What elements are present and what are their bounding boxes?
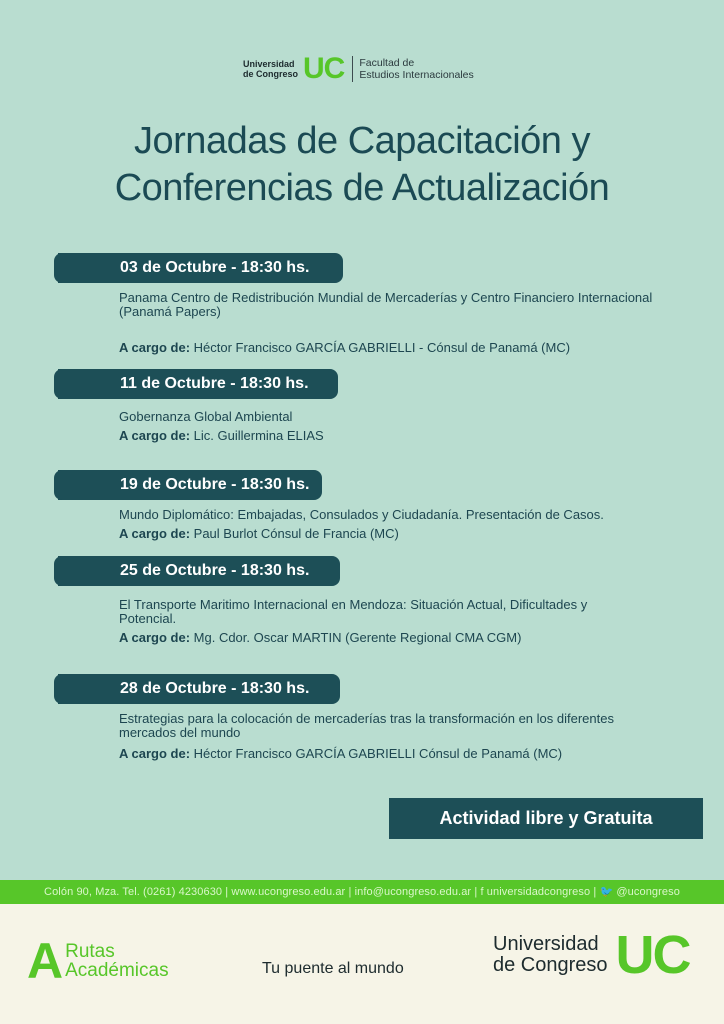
- speaker-name: Héctor Francisco GARCÍA GABRIELLI - Cónsul de Panamá (MC): [193, 340, 571, 355]
- event-topic: Panama Centro de Redistribución Mundial de Mercaderías y Centro Financiero Internacional (Panamá Papers): [119, 290, 653, 319]
- speaker-label: A cargo de:: [119, 526, 191, 541]
- footer-university-logo: [493, 925, 690, 985]
- speaker-name: Lic. Guillermina ELIAS: [193, 428, 324, 443]
- event-topic: Estrategias para la colocación de mercaderías tras la transformación en los diferentes mercados del mundo: [119, 711, 614, 740]
- speaker-name: Paul Burlot Cónsul de Francia (MC): [193, 526, 399, 541]
- header-university-name: [243, 59, 298, 79]
- speaker-label: A cargo de:: [119, 746, 191, 761]
- header-logo: [243, 54, 474, 84]
- footer-uc-mark: UC: [615, 925, 690, 985]
- activity-banner: Actividad libre y Gratuita: [389, 798, 703, 839]
- event-date: 11 de Octubre - 18:30 hs.: [58, 369, 338, 399]
- event-date: 19 de Octubre - 18:30 hs.: [58, 470, 322, 500]
- header-uc-mark: UC: [303, 52, 345, 85]
- event-topic: Gobernanza Global Ambiental: [119, 409, 293, 424]
- event-topic: El Transporte Maritimo Internacional en Mendoza: Situación Actual, Dificultades y Potencial.: [119, 597, 588, 626]
- title-line2: Conferencias de Actualización: [114, 167, 610, 209]
- speaker-name: Héctor Francisco GARCÍA GABRIELLI Cónsul de Panamá (MC): [193, 746, 563, 761]
- event-date: 03 de Octubre - 18:30 hs.: [58, 253, 343, 283]
- footer-university-line2: de Congreso: [493, 954, 608, 976]
- header-faculty: [359, 57, 473, 81]
- footer-university-line1: Universidad: [493, 933, 599, 955]
- speaker-label: A cargo de:: [119, 340, 191, 355]
- rutas-text: [65, 942, 169, 980]
- rutas-academicas-logo: [27, 933, 169, 989]
- rutas-line1: Rutas: [65, 941, 115, 962]
- header-university-line2: de Congreso: [243, 69, 299, 79]
- event-speaker-line: [119, 340, 570, 355]
- footer-university-name: [493, 934, 608, 976]
- event-topic: Mundo Diplomático: Embajadas, Consulados y Ciudadanía. Presentación de Casos.: [119, 507, 604, 522]
- event-date: 25 de Octubre - 18:30 hs.: [58, 556, 340, 586]
- rutas-line2: Académicas: [65, 960, 169, 981]
- event-speaker-line: [119, 526, 399, 541]
- speaker-label: A cargo de:: [119, 630, 191, 645]
- header-faculty-line1: Facultad de: [359, 57, 415, 69]
- event-speaker-line: [119, 428, 324, 443]
- event-speaker-line: [119, 746, 562, 761]
- contact-bar: Colón 90, Mza. Tel. (0261) 4230630 | www.ucongreso.edu.ar | info@ucongreso.edu.ar | f universidadcongreso | 🐦 @ucongreso: [0, 880, 724, 904]
- page-title: [0, 118, 724, 212]
- header-faculty-line2: Estudios Internacionales: [359, 69, 474, 81]
- header-university-line1: Universidad: [243, 59, 295, 69]
- rutas-letter: A: [27, 933, 64, 989]
- event-date: 28 de Octubre - 18:30 hs.: [58, 674, 340, 704]
- speaker-name: Mg. Cdor. Oscar MARTIN (Gerente Regional CMA CGM): [193, 630, 522, 645]
- tagline: Tu puente al mundo: [262, 960, 404, 977]
- event-speaker-line: [119, 630, 521, 645]
- speaker-label: A cargo de:: [119, 428, 191, 443]
- title-line1: Jornadas de Capacitación y: [134, 120, 590, 162]
- header-divider: [352, 56, 353, 82]
